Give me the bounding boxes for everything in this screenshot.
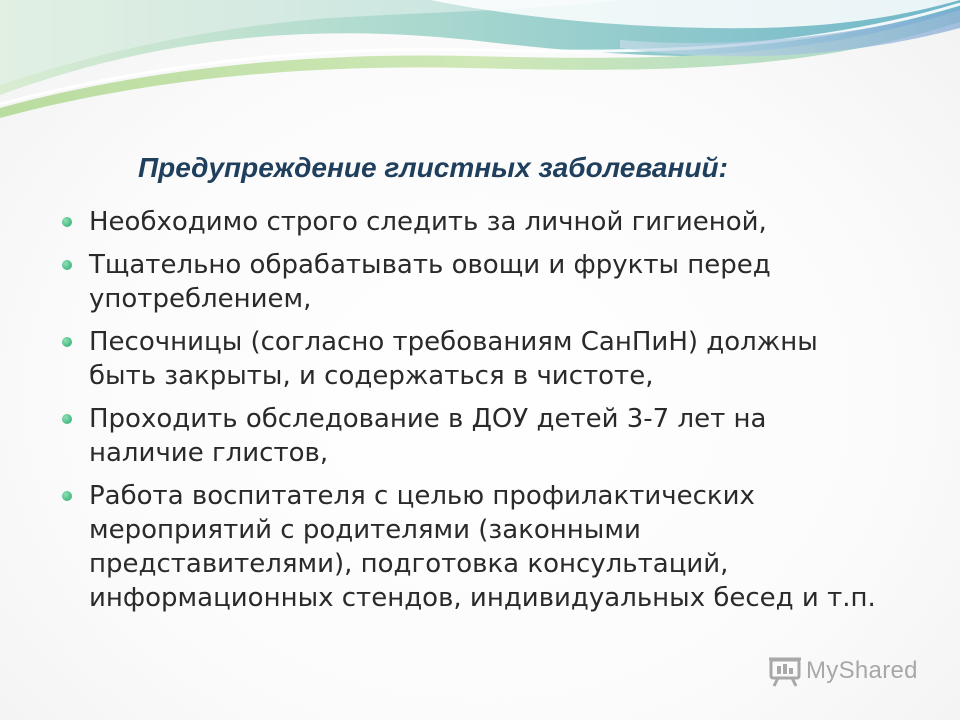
slide-title: Предупреждение глистных заболеваний: (138, 152, 728, 183)
bullet-text: Работа воспитателя с целью профилактических мероприятий с родителями (законными представителями), подготовка консультаций, информационных стендов, индивидуальных бесед и т.п. (89, 481, 876, 613)
bullet-dot-icon (62, 337, 72, 347)
bullet-item (62, 479, 882, 615)
bullet-dot-icon (62, 217, 72, 227)
bullet-text: Тщательно обрабатывать овощи и фрукты перед употреблением, (89, 250, 771, 314)
myshared-watermark[interactable] (768, 655, 918, 687)
bullet-item (62, 325, 882, 393)
watermark-text: MyShared (806, 657, 918, 684)
bullet-list (62, 205, 882, 624)
bullet-dot-icon (62, 414, 72, 424)
bullet-text: Необходимо строго следить за личной гигиеной, (89, 207, 767, 237)
header-wave-decoration (0, 0, 960, 130)
bullet-item (62, 402, 882, 470)
presentation-board-icon (768, 655, 802, 687)
bullet-item (62, 205, 882, 239)
bullet-item (62, 248, 882, 316)
bullet-dot-icon (62, 491, 72, 501)
bullet-dot-icon (62, 260, 72, 270)
bullet-text: Песочницы (согласно требованиям СанПиН) должны быть закрыты, и содержаться в чистоте, (89, 327, 818, 391)
bullet-text: Проходить обследование в ДОУ детей 3-7 лет на наличие глистов, (89, 404, 767, 468)
